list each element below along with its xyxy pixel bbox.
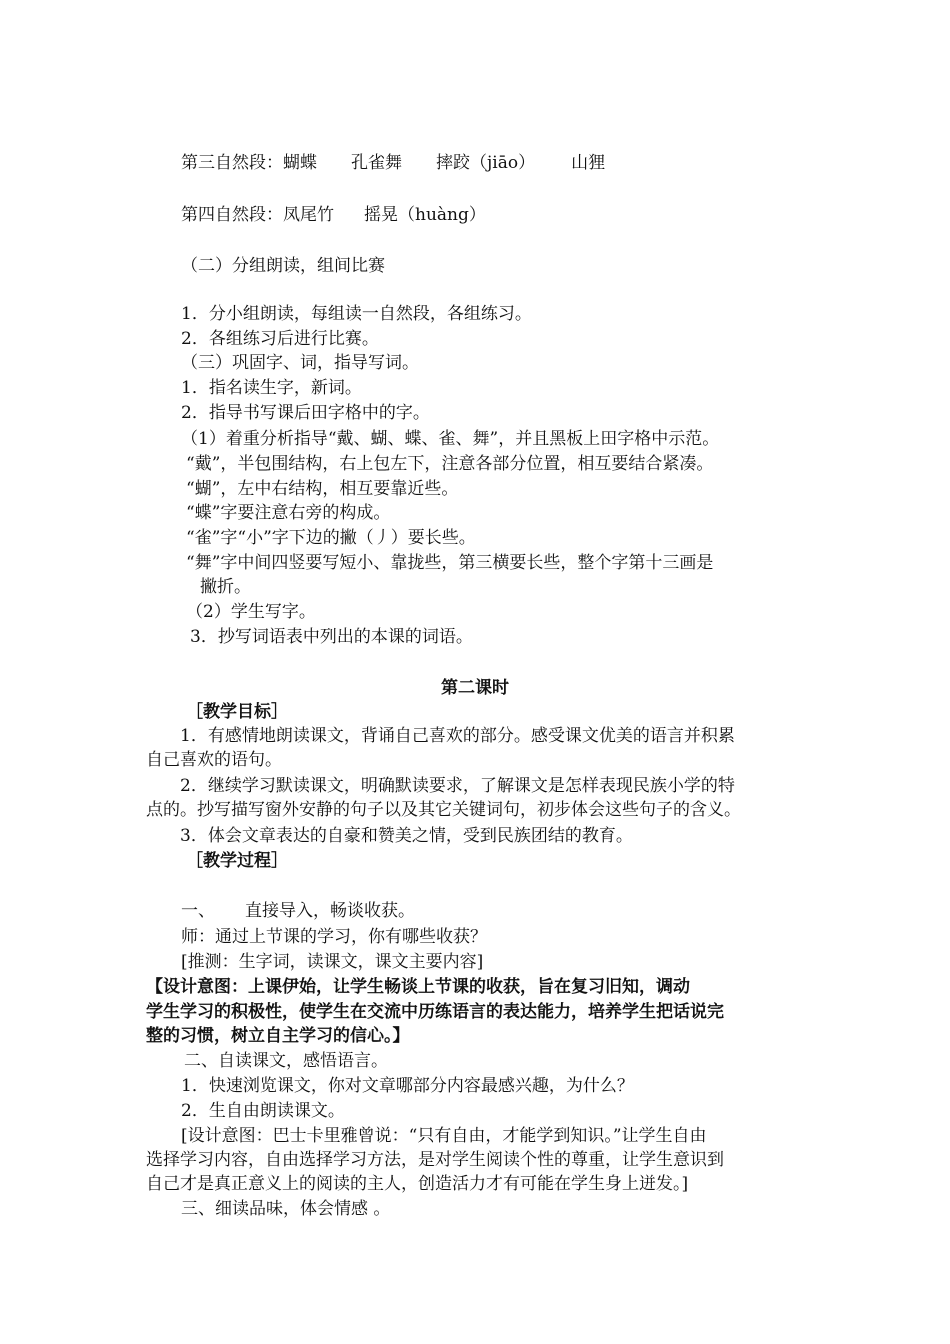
list-item: 2．生自由朗读课文。 [181,1101,345,1121]
design-intent-line: 整的习惯，树立自主学习的信心。】 [146,1026,410,1046]
list-item: 撇折。 [200,577,251,597]
text-line: 师：通过上节课的学习，你有哪些收获？ [181,927,487,947]
vocab-word: 摔跤（jiāo） [436,153,536,173]
list-item: “雀”字“小”字下边的撇（丿）要长些。 [186,528,476,548]
text-line: [推测：生字词，读课文，课文主要内容] [181,952,484,972]
design-intent-line: 选择学习内容，自由选择学习方法，是对学生阅读个性的尊重，让学生意识到 [146,1150,724,1170]
list-item: “戴”，半包围结构，右上包左下，注意各部分位置，相互要结合紧凑。 [186,454,714,474]
vocab-word: 山狸 [571,153,606,173]
design-intent-line: 学生学习的积极性，使学生在交流中历练语言的表达能力，培养学生把话说完 [146,1002,724,1022]
list-item: 1．指名读生字，新词。 [181,378,362,398]
para4-vocab-line [181,203,486,227]
design-intent-line: [设计意图：巴士卡里雅曾说：“只有自由，才能学到知识。”让学生自由 [181,1126,707,1146]
vocab-word: 蝴蝶 [283,153,317,173]
list-item: 3．抄写词语表中列出的本课的词语。 [190,627,473,647]
lesson-title: 第二课时 [441,678,509,698]
process-heading: ［教学过程］ [186,851,288,871]
step3-heading: 三、细读品味，体会情感 。 [181,1199,391,1219]
step-number: 一、 [181,901,215,921]
design-intent-line: 自己才是真正意义上的阅读的主人，创造活力才有可能在学生身上迸发。] [146,1174,689,1194]
list-item: 2．各组练习后进行比赛。 [181,329,379,349]
para3-label: 第三自然段： [181,153,283,173]
list-item: “蝶”字要注意右旁的构成。 [186,503,391,523]
vocab-word: 凤尾竹 [283,205,334,225]
list-item: （1）着重分析指导“戴、蝴、蝶、雀、舞”，并且黑板上田字格中示范。 [181,429,720,449]
goals-heading: ［教学目标］ [186,702,288,722]
list-item: “舞”字中间四竖要写短小、靠拢些，第三横要长些，整个字第十三画是 [186,553,714,573]
design-intent-line: 【设计意图：上课伊始，让学生畅谈上节课的收获，旨在复习旧知，调动 [146,977,690,997]
goal-line: 点的。抄写描写窗外安静的句子以及其它关键词句，初步体会这些句子的含义。 [146,800,741,820]
step2-heading: 二、自读课文，感悟语言。 [184,1051,388,1071]
step-title: 直接导入，畅谈收获。 [245,901,415,921]
list-item: 2．指导书写课后田字格中的字。 [181,403,430,423]
step1-heading [181,899,415,923]
goal-line: 3．体会文章表达的自豪和赞美之情，受到民族团结的教育。 [180,826,633,846]
list-item: 1．快速浏览课文，你对文章哪部分内容最感兴趣，为什么？ [181,1076,634,1096]
para3-vocab-line [181,151,605,175]
goal-line: 1．有感情地朗读课文，背诵自己喜欢的部分。感受课文优美的语言并积累 [180,726,735,746]
vocab-word: 孔雀舞 [351,153,402,173]
goal-line: 自己喜欢的语句。 [146,750,282,770]
goal-line: 2．继续学习默读课文，明确默读要求，了解课文是怎样表现民族小学的特 [180,776,735,796]
list-item: “蝴”，左中右结构，相互要靠近些。 [186,479,459,499]
para4-label: 第四自然段： [181,205,283,225]
vocab-word: 摇晃（huàng） [364,205,486,225]
consolidate-heading: （三）巩固字、词，指导写词。 [181,353,419,373]
group-reading-heading: （二）分组朗读，组间比赛 [181,256,385,276]
list-item: （2）学生写字。 [186,602,316,622]
list-item: 1．分小组朗读，每组读一自然段，各组练习。 [181,304,532,324]
